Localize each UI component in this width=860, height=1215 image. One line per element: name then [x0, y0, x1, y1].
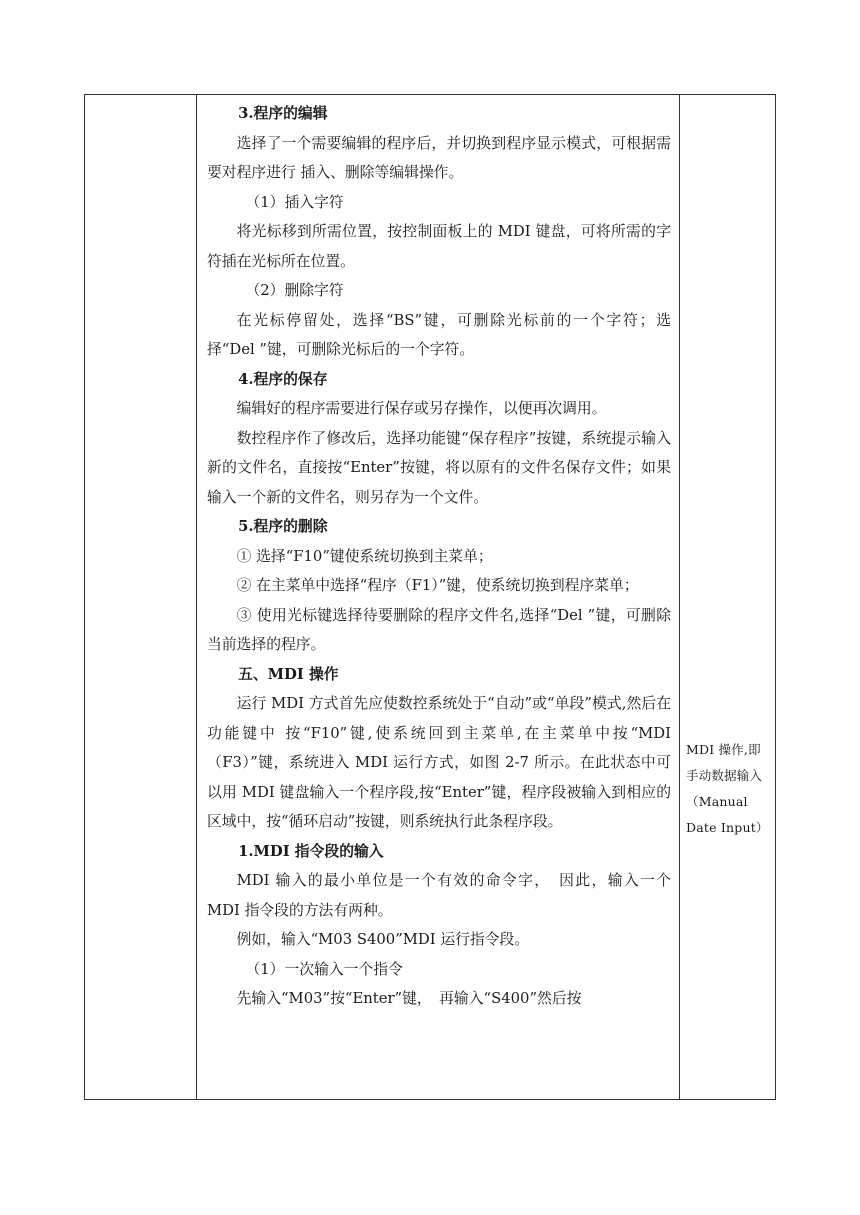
side-note: MDI 操作,即手动数据输入（Manual Date Input） — [686, 742, 769, 835]
heading-mdi-operation: 五、MDI 操作 — [238, 665, 339, 683]
paragraph: MDI 输入的最小单位是一个有效的命令字， 因此，输入一个 MDI 指令段的方法有两种。 — [207, 872, 671, 919]
paragraph: 数控程序作了修改后，选择功能键“保存程序”按键，系统提示输入新的文件名，直接按“Enter”按键，将以原有的文件名保存文件；如果输入一个新的文件名，则另存为一个文件。 — [207, 429, 671, 506]
subheading-delete-char: （2）删除字符 — [245, 282, 344, 299]
paragraph: 编辑好的程序需要进行保存或另存操作，以便再次调用。 — [236, 400, 607, 417]
paragraph: 例如，输入“M03 S400”MDI 运行指令段。 — [236, 931, 530, 948]
paragraph: 在光标停留处，选择“BS”键，可删除光标前的一个字符；选择“Del ”键，可删除光标后的一个字符。 — [207, 311, 671, 358]
paragraph: 选择了一个需要编辑的程序后，并切换到程序显示模式，可根据需要对程序进行 插入、删除等编辑操作。 — [207, 134, 671, 181]
paragraph: 运行 MDI 方式首先应使数控系统处于“自动”或“单段”模式,然后在功能键中 按“F10”键,使系统回到主菜单,在主菜单中按“MDI（F3）”键，系统进入 MDI 运行方式，如图 2-7 所示。在此状态中可以用 MDI 键盘输入一个程序段,按“Enter”键，程序段被输入到相应的区域中，按“循环启动”按键，则系统执行此条程序段。 — [207, 695, 671, 830]
subheading-insert-char: （1）插入字符 — [245, 193, 344, 211]
list-item: ③ 使用光标键选择待要删除的程序文件名,选择“Del ”键，可删除当前选择的程序。 — [207, 606, 671, 653]
subheading-one-instruction: （1）一次输入一个指令 — [245, 960, 403, 978]
content-table — [84, 94, 776, 1100]
heading-program-save: 4.程序的保存 — [238, 370, 328, 388]
paragraph: 先输入“M03”按“Enter”键， 再输入“S400”然后按 — [236, 990, 582, 1007]
table-main-column — [197, 95, 680, 1099]
heading-program-delete: 5.程序的删除 — [238, 518, 328, 535]
heading-mdi-input: 1.MDI 指令段的输入 — [238, 842, 384, 860]
list-item: ① 选择“F10”键使系统切换到主菜单； — [236, 547, 493, 565]
table-note-column — [680, 95, 775, 1099]
list-item: ② 在主菜单中选择“程序（F1）”键，使系统切换到程序菜单； — [236, 577, 639, 594]
paragraph: 将光标移到所需位置，按控制面板上的 MDI 键盘，可将所需的字符插在光标所在位置。 — [207, 223, 671, 270]
heading-program-edit: 3.程序的编辑 — [238, 105, 328, 122]
table-left-column — [85, 95, 197, 1099]
